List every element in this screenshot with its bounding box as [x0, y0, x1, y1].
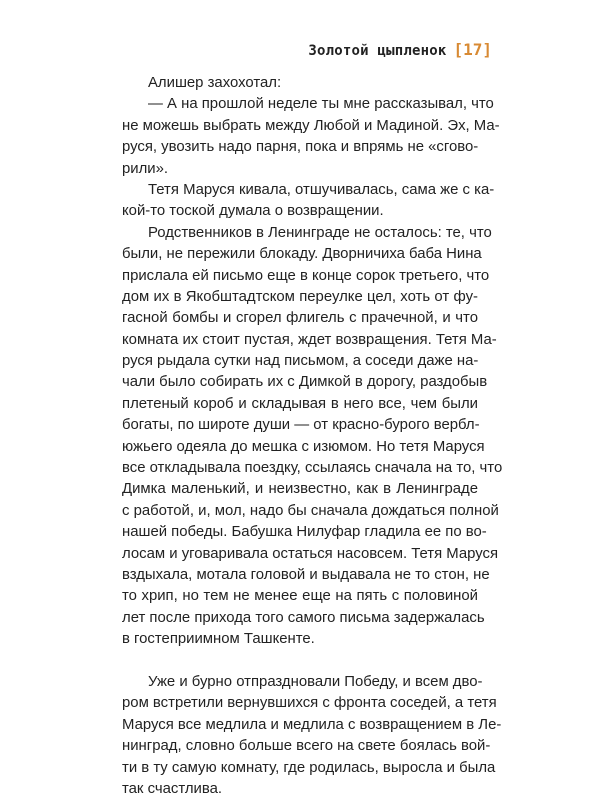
text-line: Димка маленький, и неизвестно, как в Ленинграде: [122, 481, 478, 498]
text-line: прислала ей письмо еще в конце сорок третьего, что: [122, 267, 490, 284]
text-line: не можешь выбрать между Любой и Мадиной. Эх, Ма-: [122, 117, 500, 134]
paragraph: [122, 672, 502, 800]
running-head: [308, 40, 492, 59]
page-number: [17]: [453, 40, 492, 59]
text-line: то хрип, но тем не менее еще на пять с половиной: [122, 588, 478, 605]
paragraph: [122, 73, 478, 94]
text-line: — А на прошлой неделе ты мне рассказывал, что: [148, 96, 494, 113]
text-line: с работой, и, мол, надо бы сначала дождаться полной: [122, 502, 499, 519]
section-break: [122, 651, 478, 672]
text-line: ти в ту самую комнату, где родилась, выросла и была: [122, 759, 496, 776]
paragraph: [122, 180, 495, 223]
text-line: так счастлива.: [122, 780, 223, 797]
body-text: [122, 73, 503, 800]
text-line: Тетя Маруся кивала, отшучивалась, сама же с ка-: [148, 181, 495, 198]
text-line: кой-то тоской думала о возвращении.: [122, 203, 384, 220]
text-line: Уже и бурно отпраздновали Победу, и всем дво-: [148, 673, 483, 690]
text-line: руся, увозить надо парня, пока и впрямь не «сгово-: [122, 139, 479, 156]
text-line: лет после прихода того самого письма задержалась: [122, 609, 485, 626]
text-line: руся рыдала сутки над письмом, а соседи даже на-: [122, 353, 479, 370]
text-line: чали было собирать их с Димкой в дорогу, раздобыв: [122, 374, 488, 391]
text-line: вздыхала, мотала головой и выдавала не то стон, не: [122, 566, 490, 583]
text-line: дом их в Якобштадтском переулке цел, хоть от фу-: [122, 288, 478, 305]
paragraph: [122, 94, 500, 180]
text-line: рили».: [122, 160, 169, 177]
text-line: Маруся все медлила и медлила с возвращением в Ле-: [122, 716, 502, 733]
text-line: нинград, словно больше всего на свете боялась вой-: [122, 738, 491, 755]
text-line: южьего одеяла до мешка с изюмом. Но тетя Маруся: [122, 438, 485, 455]
running-title: Золотой цыпленок: [308, 43, 447, 59]
text-line: нашей победы. Бабушка Нилуфар гладила ее по во-: [122, 524, 487, 541]
text-line: были, не пережили блокаду. Дворничиха баба Нина: [122, 246, 482, 263]
text-line: ром встретили вернувшихся с фронта соседей, а тетя: [122, 695, 497, 712]
text-line: все откладывала поездку, ссылаясь сначала на то, что: [122, 460, 503, 477]
text-line: Родственников в Ленинграде не осталось: те, что: [148, 224, 492, 241]
text-line: Алишер захохотал:: [148, 75, 282, 91]
text-line: в гостеприимном Ташкенте.: [122, 631, 315, 648]
text-line: лосам и уговаривала остаться насовсем. Тетя Маруся: [122, 545, 499, 562]
text-line: плетеный короб и складывая в него все, чем были: [122, 395, 478, 412]
text-line: гасной бомбы и сгорел флигель с прачечной, и что: [122, 310, 478, 327]
text-line: комната их стоит пустая, ждет возвращения. Тетя Ма-: [122, 331, 497, 348]
text-line: богаты, по широте души — от красно-бурого вербл-: [122, 417, 480, 434]
paragraph: [122, 223, 503, 651]
